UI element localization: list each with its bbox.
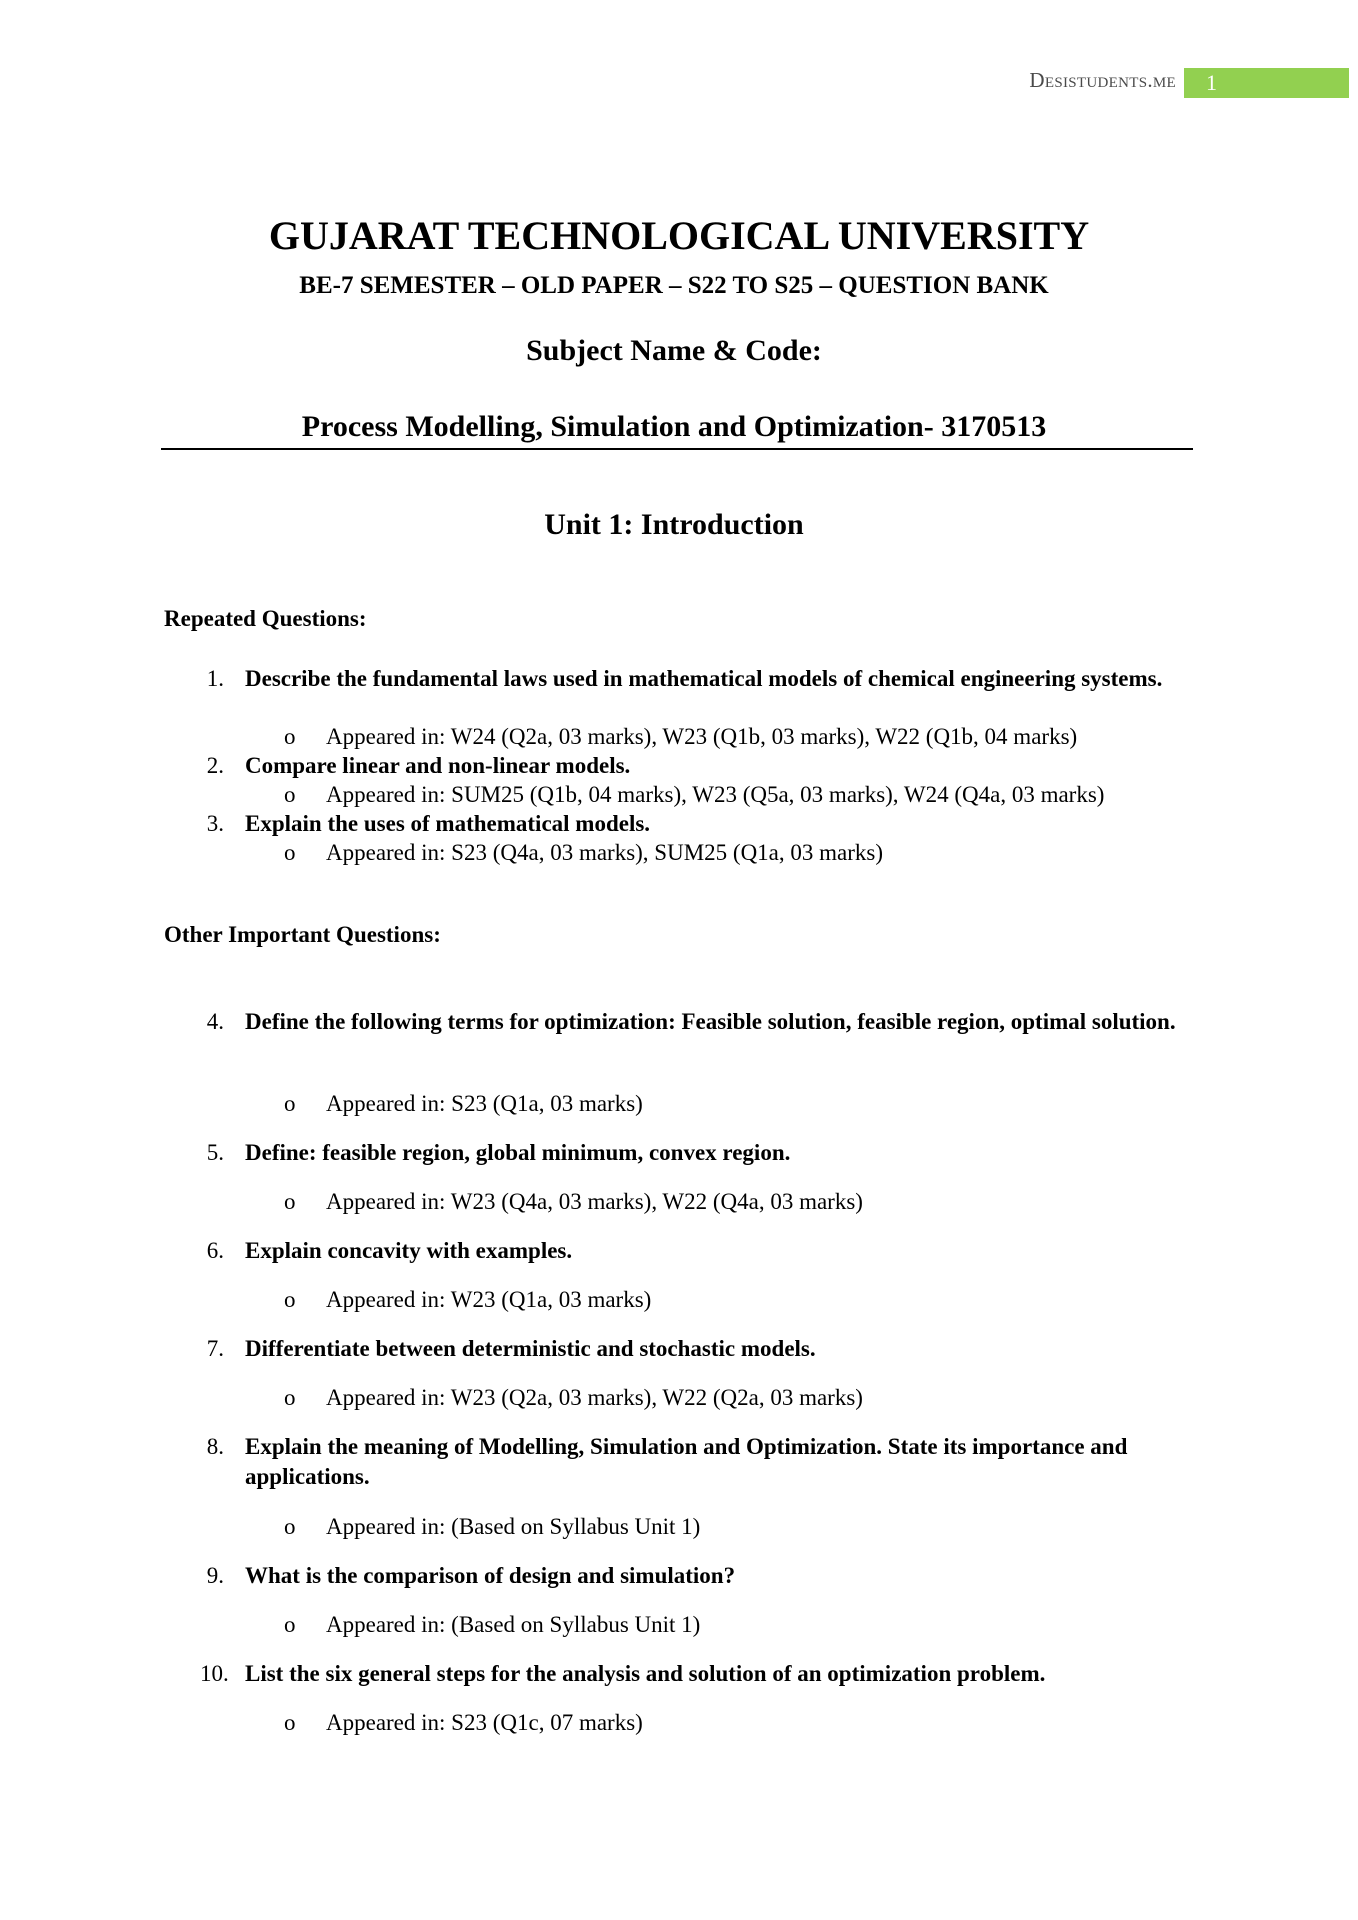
question-item xyxy=(200,1334,1190,1364)
appeared-text: Appeared in: W23 (Q4a, 03 marks), W22 (Q4a, 03 marks) xyxy=(326,1189,863,1214)
bullet-icon: o xyxy=(284,1514,296,1539)
bullet-icon: o xyxy=(284,1189,296,1214)
question-text: Differentiate between deterministic and stochastic models. xyxy=(245,1336,816,1361)
question-number: 8. xyxy=(206,1434,224,1459)
horizontal-rule xyxy=(161,448,1193,450)
question-text: What is the comparison of design and simulation? xyxy=(245,1563,736,1588)
appeared-text: Appeared in: SUM25 (Q1b, 04 marks), W23 (Q5a, 03 marks), W24 (Q4a, 03 marks) xyxy=(326,782,1105,807)
appeared-text: Appeared in: S23 (Q1a, 03 marks) xyxy=(326,1091,643,1116)
appeared-line xyxy=(284,780,1104,810)
appeared-line xyxy=(284,1285,651,1315)
question-number: 9. xyxy=(206,1563,224,1588)
other-questions-heading: Other Important Questions: xyxy=(164,922,441,947)
appeared-text: Appeared in: (Based on Syllabus Unit 1) xyxy=(326,1612,701,1637)
question-text: List the six general steps for the analysis and solution of an optimization problem. xyxy=(245,1661,1046,1686)
bullet-icon: o xyxy=(284,1091,296,1116)
question-item xyxy=(200,1432,1190,1492)
question-item xyxy=(200,1561,1190,1591)
bullet-icon: o xyxy=(284,782,296,807)
question-text: Define the following terms for optimization: Feasible solution, feasible region, optimal solution. xyxy=(245,1009,1176,1034)
appeared-line xyxy=(284,838,883,868)
appeared-text: Appeared in: W23 (Q1a, 03 marks) xyxy=(326,1287,652,1312)
appeared-line xyxy=(284,722,1077,752)
bullet-icon: o xyxy=(284,840,296,865)
question-number: 3. xyxy=(206,811,224,836)
bullet-icon: o xyxy=(284,1385,296,1410)
question-number: 6. xyxy=(206,1238,224,1263)
bullet-icon: o xyxy=(284,724,296,749)
question-text: Explain the uses of mathematical models. xyxy=(245,811,651,836)
subject-label: Subject Name & Code: xyxy=(526,334,822,367)
appeared-text: Appeared in: S23 (Q4a, 03 marks), SUM25 (Q1a, 03 marks) xyxy=(326,840,884,865)
question-text: Define: feasible region, global minimum, convex region. xyxy=(245,1140,791,1165)
appeared-text: Appeared in: (Based on Syllabus Unit 1) xyxy=(326,1514,701,1539)
question-text: Describe the fundamental laws used in mathematical models of chemical engineering systems. xyxy=(245,666,1163,691)
page-number-badge: 1 xyxy=(1184,68,1349,98)
question-item xyxy=(200,751,1190,781)
question-item xyxy=(200,1007,1190,1037)
question-number: 5. xyxy=(206,1140,224,1165)
document-title: GUJARAT TECHNOLOGICAL UNIVERSITY xyxy=(268,213,1090,258)
question-item xyxy=(200,809,1190,839)
question-text: Explain concavity with examples. xyxy=(245,1238,573,1263)
header-site-name: Desistudents.me xyxy=(1029,68,1176,92)
repeated-questions-heading: Repeated Questions: xyxy=(164,606,367,631)
question-text: Compare linear and non-linear models. xyxy=(245,753,631,778)
question-item xyxy=(200,664,1190,694)
appeared-line xyxy=(284,1089,643,1119)
appeared-text: Appeared in: S23 (Q1c, 07 marks) xyxy=(326,1710,643,1735)
subject-name: Process Modelling, Simulation and Optimization- 3170513 xyxy=(301,410,1047,443)
question-text: Explain the meaning of Modelling, Simulation and Optimization. State its importance and applications. xyxy=(245,1434,1128,1489)
question-number: 10. xyxy=(200,1661,229,1686)
bullet-icon: o xyxy=(284,1710,296,1735)
appeared-text: Appeared in: W24 (Q2a, 03 marks), W23 (Q1b, 03 marks), W22 (Q1b, 04 marks) xyxy=(326,724,1078,749)
appeared-text: Appeared in: W23 (Q2a, 03 marks), W22 (Q2a, 03 marks) xyxy=(326,1385,863,1410)
question-item xyxy=(200,1659,1190,1689)
bullet-icon: o xyxy=(284,1612,296,1637)
question-number: 7. xyxy=(206,1336,224,1361)
question-number: 2. xyxy=(206,753,224,778)
appeared-line xyxy=(284,1512,700,1542)
unit-title: Unit 1: Introduction xyxy=(544,508,804,541)
document-subtitle: BE-7 SEMESTER – OLD PAPER – S22 TO S25 – QUESTION BANK xyxy=(299,272,1049,299)
question-number: 1. xyxy=(206,666,224,691)
question-number: 4. xyxy=(206,1009,224,1034)
question-item xyxy=(200,1138,1190,1168)
question-item xyxy=(200,1236,1190,1266)
appeared-line xyxy=(284,1187,863,1217)
appeared-line xyxy=(284,1610,700,1640)
appeared-line xyxy=(284,1708,643,1738)
bullet-icon: o xyxy=(284,1287,296,1312)
appeared-line xyxy=(284,1383,863,1413)
